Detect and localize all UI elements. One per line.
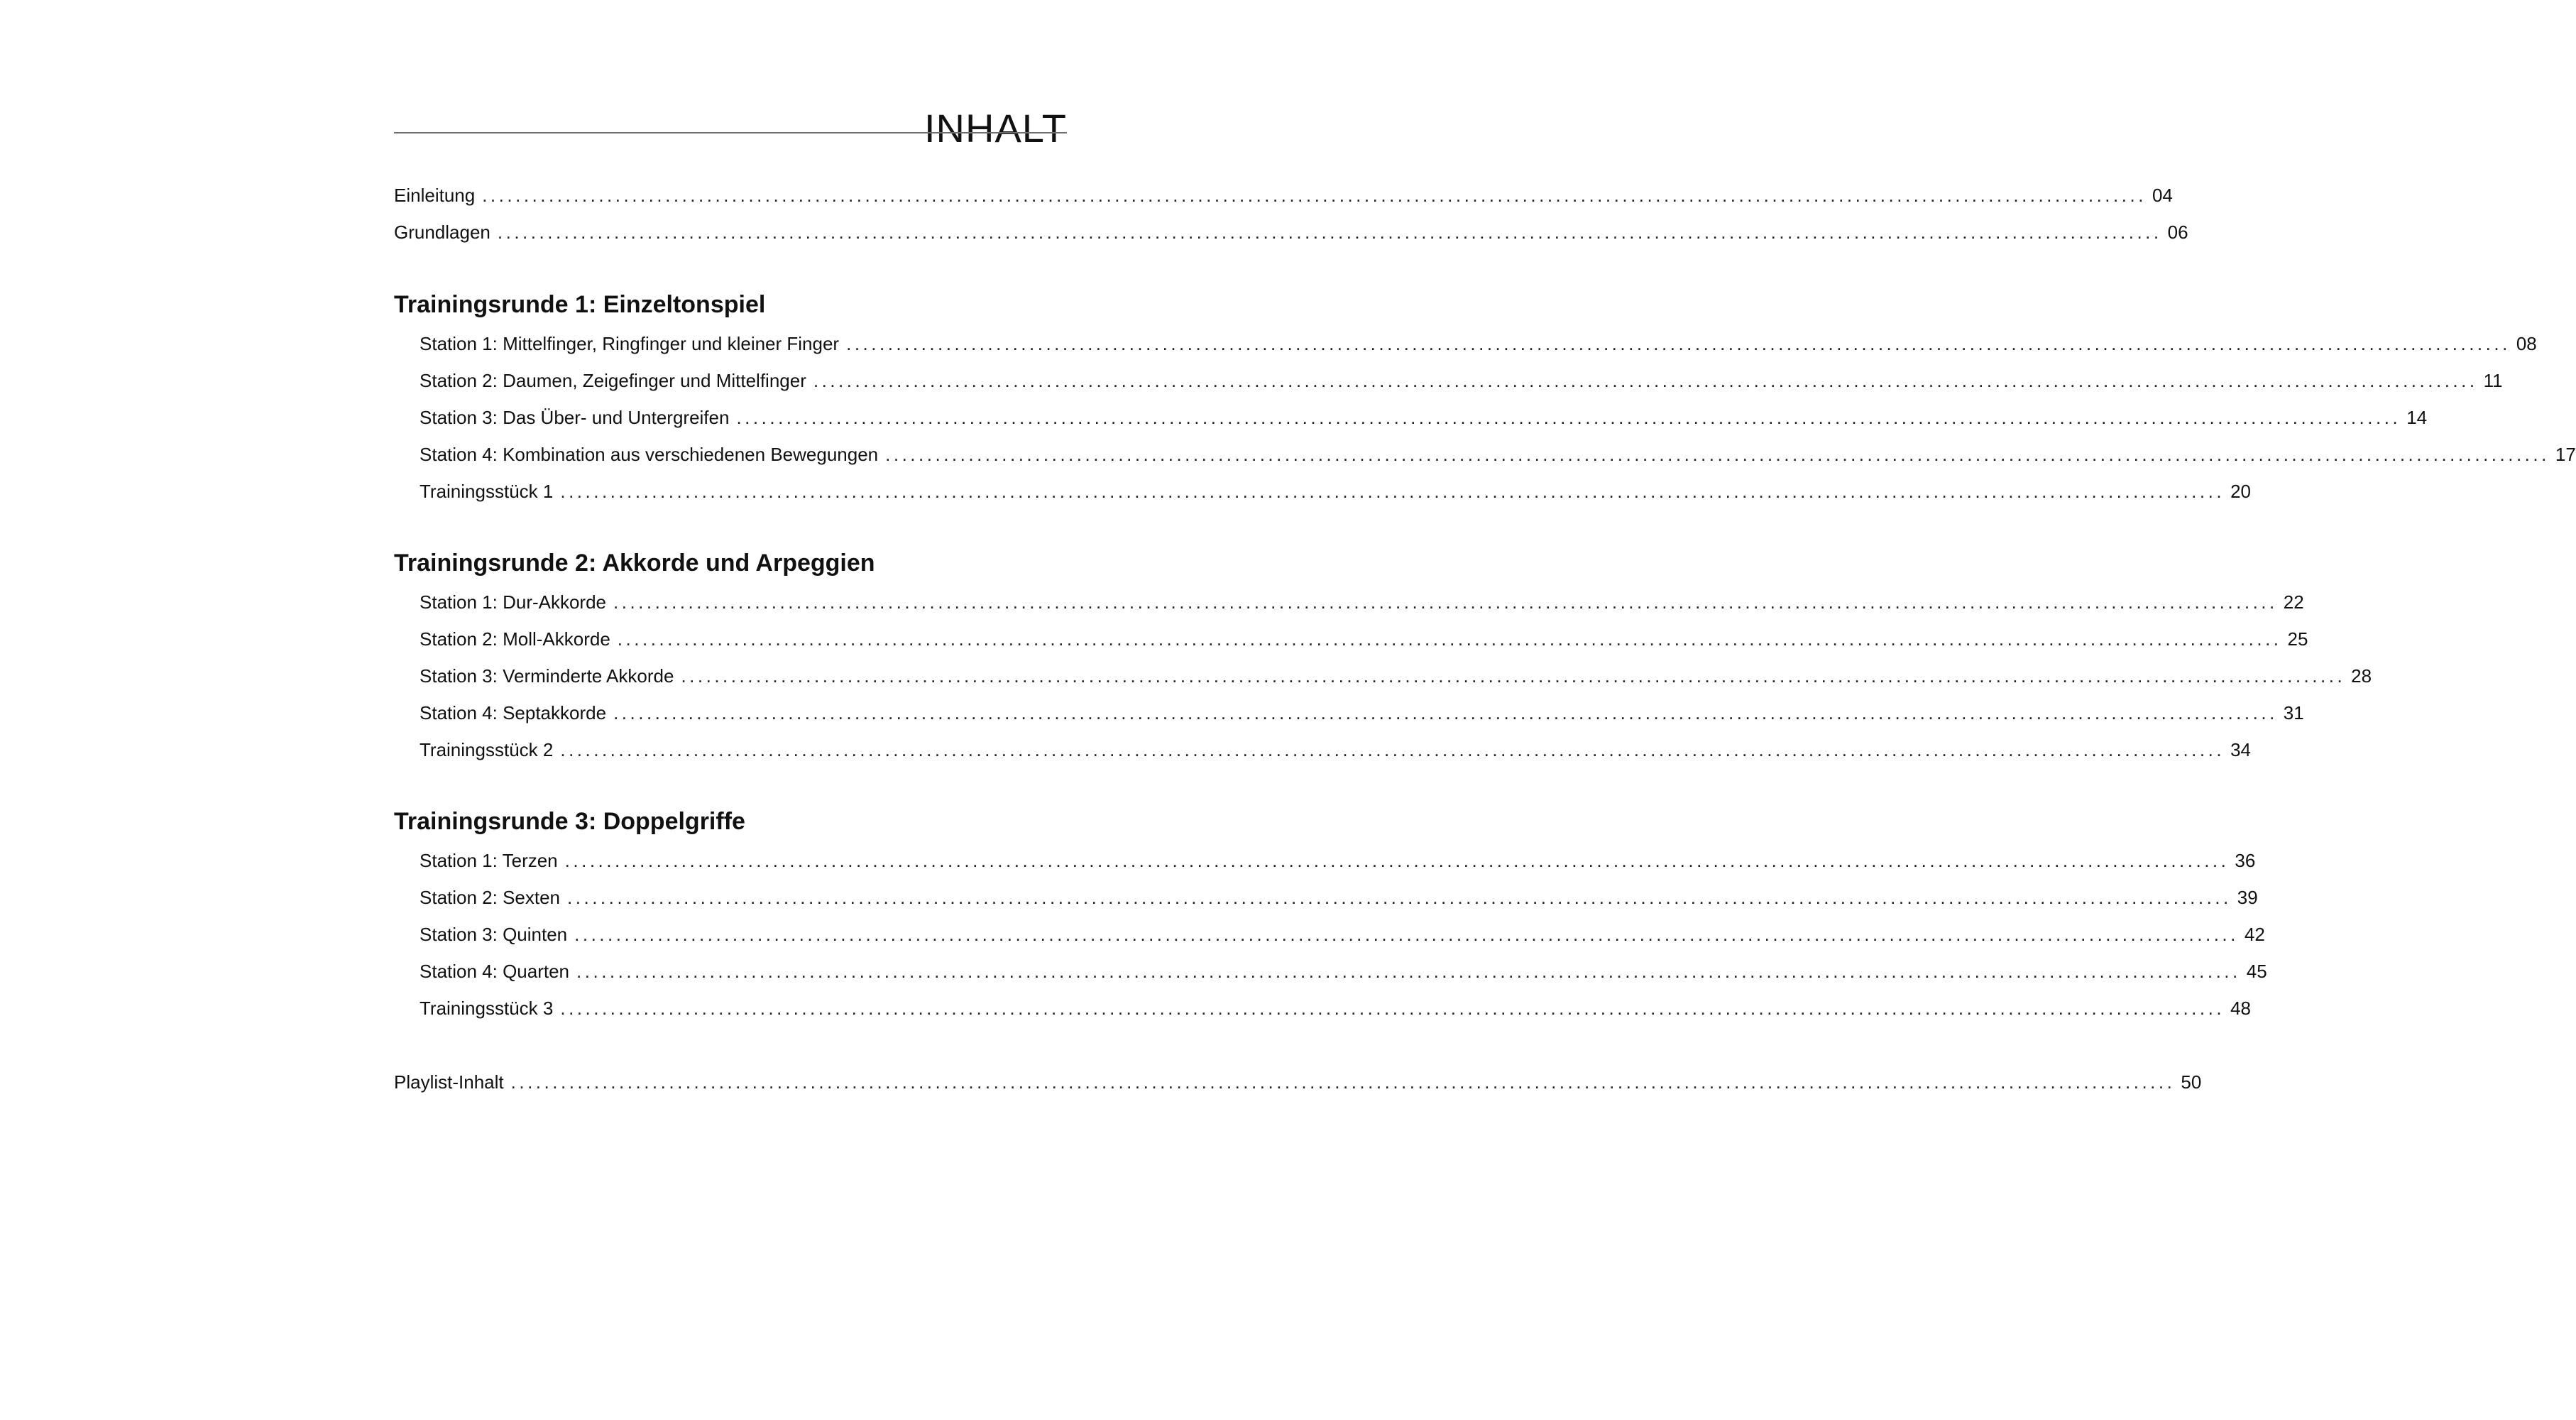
- toc-entry-playlist: [394, 1068, 2202, 1096]
- toc-entry-label: Station 4: Septakkorde: [420, 702, 607, 723]
- toc-entry-page: 06: [2167, 222, 2188, 243]
- title-rule: [394, 132, 1067, 133]
- toc-entry-label: Grundlagen: [394, 222, 490, 243]
- toc-entry-label: Station 2: Sexten: [420, 887, 561, 908]
- toc-entry-page: 20: [2230, 481, 2251, 502]
- toc-entry-label: Station 1: Mittelfinger, Ringfinger und kleiner Finger: [420, 333, 840, 354]
- toc-entry-page: 28: [2351, 665, 2372, 687]
- toc-entry-label: Trainingsstück 3: [420, 998, 554, 1019]
- section-heading-1: Trainingsrunde 1: Einzeltonspiel: [394, 291, 766, 318]
- toc-entry: [420, 662, 2372, 690]
- toc-leader-dots: ........................................................................................................................................................................................................: [564, 850, 2230, 871]
- toc-entry-label: Playlist-Inhalt: [394, 1071, 504, 1093]
- page-title: INHALT: [924, 105, 1067, 151]
- toc-entry-page: 36: [2235, 850, 2256, 871]
- section-heading-2: Trainingsrunde 2: Akkorde und Arpeggien: [394, 550, 875, 577]
- toc-leader-dots: ........................................................................................................................................................................................................: [885, 444, 2550, 465]
- toc-leader-dots: ........................................................................................................................................................................................................: [613, 591, 2278, 613]
- toc-leader-dots: ........................................................................................................................................................................................................: [482, 185, 2147, 206]
- toc-leader-dots: ........................................................................................................................................................................................................: [560, 739, 2225, 760]
- toc-entry-label: Station 4: Kombination aus verschiedenen Bewegungen: [420, 444, 879, 465]
- toc-entry-page: 31: [2283, 702, 2304, 723]
- toc-entry-page: 39: [2237, 887, 2258, 908]
- toc-entry-label: Station 1: Dur-Akkorde: [420, 591, 607, 613]
- toc-leader-dots: ........................................................................................................................................................................................................: [560, 998, 2225, 1019]
- toc-leader-dots: ........................................................................................................................................................................................................: [846, 333, 2511, 354]
- toc-leader-dots: ........................................................................................................................................................................................................: [613, 702, 2278, 723]
- toc-leader-dots: ........................................................................................................................................................................................................: [574, 924, 2239, 945]
- toc-entry: [420, 883, 2258, 912]
- toc-entry: [420, 477, 2251, 506]
- toc-entry-grundlagen: [394, 218, 2188, 246]
- toc-entry-page: 48: [2230, 998, 2251, 1019]
- toc-entry-label: Station 1: Terzen: [420, 850, 558, 871]
- section-heading-3: Trainingsrunde 3: Doppelgriffe: [394, 808, 745, 835]
- toc-entry-label: Trainingsstück 2: [420, 739, 554, 760]
- toc-entry-page: 04: [2152, 185, 2173, 206]
- toc-entry-page: 45: [2246, 961, 2267, 982]
- toc-entry: [420, 403, 2428, 432]
- toc-entry: [420, 329, 2537, 358]
- toc-entry: [420, 736, 2251, 764]
- toc-leader-dots: ........................................................................................................................................................................................................: [736, 407, 2401, 428]
- toc-page: [394, 0, 2576, 1420]
- toc-leader-dots: ........................................................................................................................................................................................................: [813, 370, 2478, 391]
- toc-entry: [420, 957, 2267, 985]
- toc-entry: [420, 366, 2503, 395]
- toc-entry: [420, 920, 2265, 949]
- toc-entry: [420, 846, 2256, 875]
- toc-entry: [420, 440, 2576, 469]
- toc-leader-dots: ........................................................................................................................................................................................................: [510, 1071, 2176, 1093]
- toc-entry-label: Station 2: Moll-Akkorde: [420, 628, 610, 650]
- toc-entry: [420, 699, 2304, 727]
- toc-leader-dots: ........................................................................................................................................................................................................: [681, 665, 2346, 687]
- toc-leader-dots: ........................................................................................................................................................................................................: [560, 481, 2225, 502]
- toc-entry-page: 34: [2230, 739, 2251, 760]
- toc-leader-dots: ........................................................................................................................................................................................................: [497, 222, 2162, 243]
- toc-entry-label: Trainingsstück 1: [420, 481, 554, 502]
- toc-entry-label: Station 2: Daumen, Zeigefinger und Mittelfinger: [420, 370, 806, 391]
- toc-entry-page: 50: [2181, 1071, 2202, 1093]
- toc-leader-dots: ........................................................................................................................................................................................................: [567, 887, 2232, 908]
- toc-entry-page: 25: [2287, 628, 2308, 650]
- toc-entry: [420, 588, 2304, 616]
- toc-entry-label: Einleitung: [394, 185, 476, 206]
- toc-entry-page: 17: [2555, 444, 2576, 465]
- toc-entry-einleitung: [394, 181, 2173, 209]
- toc-entry-label: Station 4: Quarten: [420, 961, 570, 982]
- toc-entry-label: Station 3: Quinten: [420, 924, 568, 945]
- toc-entry-page: 22: [2283, 591, 2304, 613]
- toc-entry: [420, 625, 2308, 653]
- toc-entry-page: 11: [2483, 370, 2503, 391]
- toc-entry-page: 14: [2406, 407, 2428, 428]
- toc-leader-dots: ........................................................................................................................................................................................................: [576, 961, 2241, 982]
- toc-entry-page: 42: [2244, 924, 2265, 945]
- toc-leader-dots: ........................................................................................................................................................................................................: [617, 628, 2282, 650]
- toc-entry-label: Station 3: Verminderte Akkorde: [420, 665, 674, 687]
- toc-entry-page: 08: [2516, 333, 2537, 354]
- toc-entry: [420, 994, 2251, 1022]
- toc-entry-label: Station 3: Das Über- und Untergreifen: [420, 407, 730, 428]
